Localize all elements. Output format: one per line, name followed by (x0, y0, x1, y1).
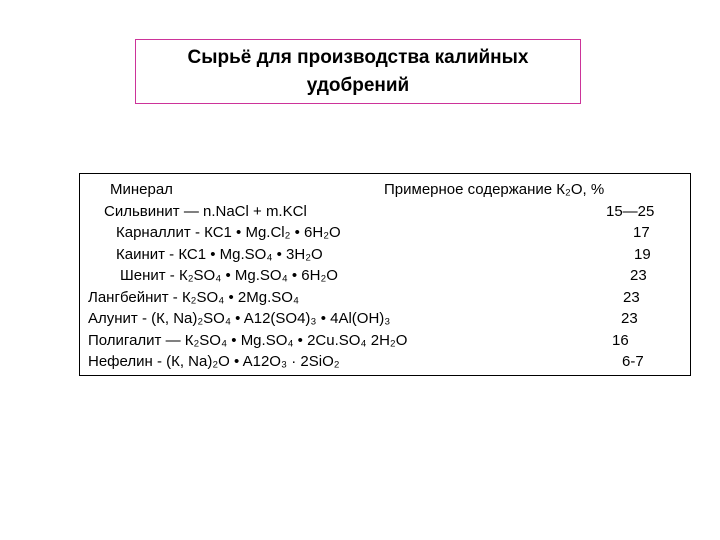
title-line-1: Сырьё для производства калийных (187, 46, 529, 68)
row-value: 19 (634, 246, 651, 263)
row-value: 6-7 (622, 353, 644, 370)
header-content: Примерное содержание К₂О, % (384, 181, 605, 198)
row-formula: Карналлит - КС1 • Mg.Cl₂ • 6H₂O (116, 224, 341, 241)
header-mineral: Минерал (110, 181, 173, 198)
row-formula: Полигалит — К₂SO₄ • Mg.SO₄ • 2Cu.SO₄ 2H₂O (88, 332, 408, 349)
row-value: 23 (621, 310, 638, 327)
row-formula: Лангбейнит - К₂SO₄ • 2Mg.SO₄ (88, 289, 300, 306)
row-value: 23 (630, 267, 647, 284)
row-value: 17 (633, 224, 650, 241)
title-box (135, 39, 581, 104)
row-formula: Нефелин - (К, Na)₂O • A12O₃ · 2SiO₂ (88, 353, 340, 370)
row-value: 23 (623, 289, 640, 306)
row-formula: Каинит - КС1 • Mg.SO₄ • 3H₂O (116, 246, 323, 263)
row-formula: Шенит - К₂SO₄ • Mg.SO₄ • 6H₂O (120, 267, 338, 284)
row-formula: Алунит - (К, Na)₂SO₄ • A12(SO4)₃ • 4Al(OH)₃ (88, 310, 391, 327)
row-value: 16 (612, 332, 629, 349)
title-line-2: удобрений (306, 74, 410, 96)
row-value: 15—25 (606, 203, 655, 220)
row-formula: Сильвинит — n.NaCl + m.KCl (104, 203, 307, 220)
